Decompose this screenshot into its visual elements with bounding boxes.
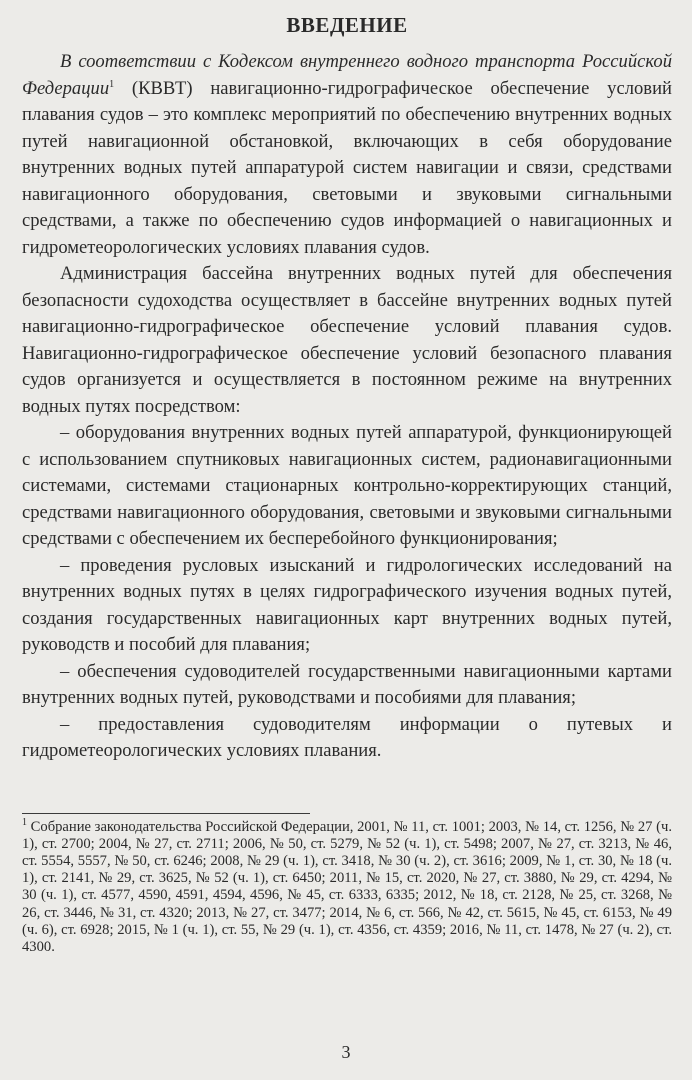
intro-italic: В соответствии с Кодексом внутреннего водного транспорта Российской Федерации — [22, 51, 672, 99]
list-item: – обеспечения судоводителей государственными навигационными картами внутренних водных путей, руководствами и пособиями для плавания; — [22, 660, 672, 708]
footnote-divider — [22, 813, 310, 814]
list-item: – оборудования внутренних водных путей аппаратурой, функционирующей с использованием спутниковых навигационных систем, радионавигационными системами, системами стационарных контрольно-корректирующих станций, средствами навигационного оборудования, световыми и звуковыми сигнальными средствами с обеспечением их бесперебойного функционирования; — [22, 422, 672, 549]
footnote — [22, 816, 672, 957]
paragraph: Администрация бассейна внутренних водных путей для обеспечения безопасности судоходства осуществляет в бассейне внутренних водных путей навигационно-гидрографическое обеспечение условий плавания судов. Навигационно-гидрографическое обеспечение условий безопасного плавания судов организуется и осуществляется в постоянном режиме на внутренних водных путях посредством: — [22, 263, 672, 417]
intro-rest: (КВВТ) навигационно-гидрографическое обеспечение условий плавания судов – это комплекс мероприятий по обеспечению внутренних водных путей навигационной обстановкой, включающих в себя оборудование внутренних водных путей аппаратурой систем навигации и связи, средствами навигационного оборудования, световыми и звуковыми сигнальными средствами, а также по обеспечению судов информацией о навигационных и гидрометеорологических условиях плавания судов. — [22, 77, 672, 258]
list-item: – проведения русловых изысканий и гидрологических исследований на внутренних водных путях в целях гидрографического изучения водных путей, создания государственных навигационных карт внутренних водных путей, руководств и пособий для плавания; — [22, 554, 672, 655]
list-item: – предоставления судоводителям информации о путевых и гидрометеорологических условиях плавания. — [22, 713, 672, 761]
footnote-reference[interactable]: 1 — [109, 78, 115, 90]
footnote-mark: 1 — [22, 816, 27, 828]
footnote-text: Собрание законодательства Российской Федерации, 2001, № 11, ст. 1001; 2003, № 14, ст. 1256, № 27 (ч. 1), ст. 2700; 2004, № 27, ст. 2711; 2006, № 50, ст. 5279, № 52 (ч. 1), ст. 5498; 2007, № 27, ст. 3213, № 46, ст. 5554, 5557, № 50, ст. 6246; 2008, № 29 (ч. 1), ст. 3418, № 30 (ч. 2), ст. 3616; 2009, № 1, ст. 30, № 18 (ч. 1), ст. 2141, № 29, ст. 3625, № 52 (ч. 1), ст. 6450; 2011, № 15, ст. 2020, № 27, ст. 3880, № 29, ст. 4294, № 30 (ч. 1), ст. 4577, 4590, 4591, 4594, 4596, № 45, ст. 6333, 6335; 2012, № 18, ст. 2128, № 25, ст. 3268, № 26, ст. 3446, № 31, ст. 4320; 2013, № 27, ст. 3477; 2014, № 6, ст. 566, № 42, ст. 5615, № 45, ст. 6153, № 49 (ч. 6), ст. 6928; 2015, № 1 (ч. 1), ст. 55, № 29 (ч. 1), ст. 4356, ст. 4359; 2016, № 11, ст. 1478, № 27 (ч. 2), ст. 4300. — [22, 818, 672, 955]
intro-paragraph — [22, 49, 672, 261]
page-title: ВВЕДЕНИЕ — [286, 13, 408, 37]
page-number: 3 — [341, 1042, 351, 1062]
body-text — [22, 49, 672, 765]
